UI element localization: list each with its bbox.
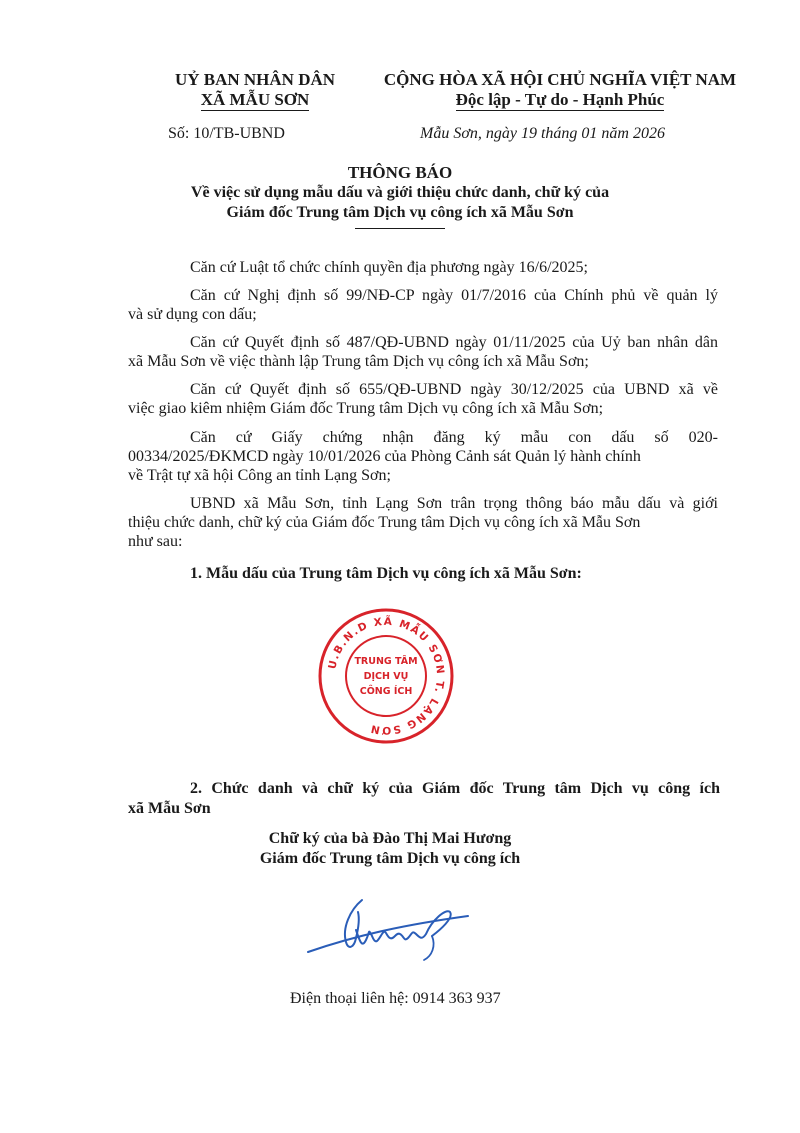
para-legal-basis-5a: Căn cứ Giấy chứng nhận đăng ký mẫu con dấu số 020- <box>190 429 718 446</box>
para-legal-basis-4b: việc giao kiêm nhiệm Giám đốc Trung tâm Dịch vụ công ích xã Mẫu Sơn; <box>128 400 604 417</box>
country-name: CỘNG HÒA XÃ HỘI CHỦ NGHĨA VIỆT NAM <box>383 70 737 89</box>
doc-title: THÔNG BÁO <box>347 163 453 182</box>
doc-subtitle-2: Giám đốc Trung tâm Dịch vụ công ích xã Mẫu Sơn <box>226 204 574 221</box>
seal-center-line1: TRUNG TÂM <box>354 656 418 667</box>
agency-line1: UỶ BAN NHÂN DÂN <box>174 70 336 89</box>
signer-name: Chữ ký của bà Đào Thị Mai Hương <box>268 830 512 847</box>
signature-graphic <box>300 890 480 970</box>
para-legal-basis-4a: Căn cứ Quyết định số 655/QĐ-UBND ngày 30/12/2025 của UBND xã về <box>190 381 718 398</box>
section-2-heading-1: 2. Chức danh và chữ ký của Giám đốc Trung tâm Dịch vụ công ích <box>190 780 720 797</box>
para-notice-6c: như sau: <box>128 533 183 550</box>
agency-name <box>150 70 360 111</box>
para-notice-6b: thiệu chức danh, chữ ký của Giám đốc Trung tâm Dịch vụ công ích xã Mẫu Sơn <box>128 514 641 531</box>
doc-number: Số: 10/TB-UBND <box>168 125 285 142</box>
section-2-heading-2: xã Mẫu Sơn <box>128 800 211 817</box>
para-legal-basis-5c: về Trật tự xã hội Công an tỉnh Lạng Sơn; <box>128 467 391 484</box>
motto: Độc lập - Tự do - Hạnh Phúc <box>455 90 665 109</box>
para-legal-basis-2b: và sử dụng con dấu; <box>128 306 257 323</box>
national-motto <box>380 70 740 111</box>
para-legal-basis-3a: Căn cứ Quyết định số 487/QĐ-UBND ngày 01/11/2025 của Uỷ ban nhân dân <box>190 334 718 351</box>
seal-center-line3: CÔNG ÍCH <box>359 686 413 697</box>
section-1-heading: 1. Mẫu dấu của Trung tâm Dịch vụ công ích xã Mẫu Sơn: <box>190 565 582 582</box>
handwritten-signature <box>300 890 480 970</box>
seal-ring-text: U.B.N.D XÃ MẪU SƠN T. LẠNG SƠN <box>326 615 447 737</box>
para-legal-basis-1: Căn cứ Luật tổ chức chính quyền địa phương ngày 16/6/2025; <box>190 259 588 276</box>
seal-graphic <box>316 606 456 746</box>
para-legal-basis-5b: 00334/2025/ĐKMCD ngày 10/01/2026 của Phòng Cảnh sát Quản lý hành chính <box>128 448 641 465</box>
agency-line2: XÃ MẪU SƠN <box>200 90 310 109</box>
doc-date: Mẫu Sơn, ngày 19 tháng 01 năm 2026 <box>420 125 665 142</box>
seal-center-line2: DỊCH VỤ <box>363 671 409 682</box>
title-divider <box>355 228 445 229</box>
para-legal-basis-2a: Căn cứ Nghị định số 99/NĐ-CP ngày 01/7/2016 của Chính phủ về quản lý <box>190 287 718 304</box>
para-legal-basis-3b: xã Mẫu Sơn về việc thành lập Trung tâm Dịch vụ công ích xã Mẫu Sơn; <box>128 353 589 370</box>
signer-title: Giám đốc Trung tâm Dịch vụ công ích <box>259 850 521 867</box>
doc-subtitle-1: Về việc sử dụng mẫu dấu và giới thiệu chức danh, chữ ký của <box>190 184 610 201</box>
contact-phone: Điện thoại liên hệ: 0914 363 937 <box>290 990 501 1007</box>
para-notice-6a: UBND xã Mẫu Sơn, tỉnh Lạng Sơn trân trọng thông báo mẫu dấu và giới <box>190 495 718 512</box>
official-seal <box>316 606 456 746</box>
